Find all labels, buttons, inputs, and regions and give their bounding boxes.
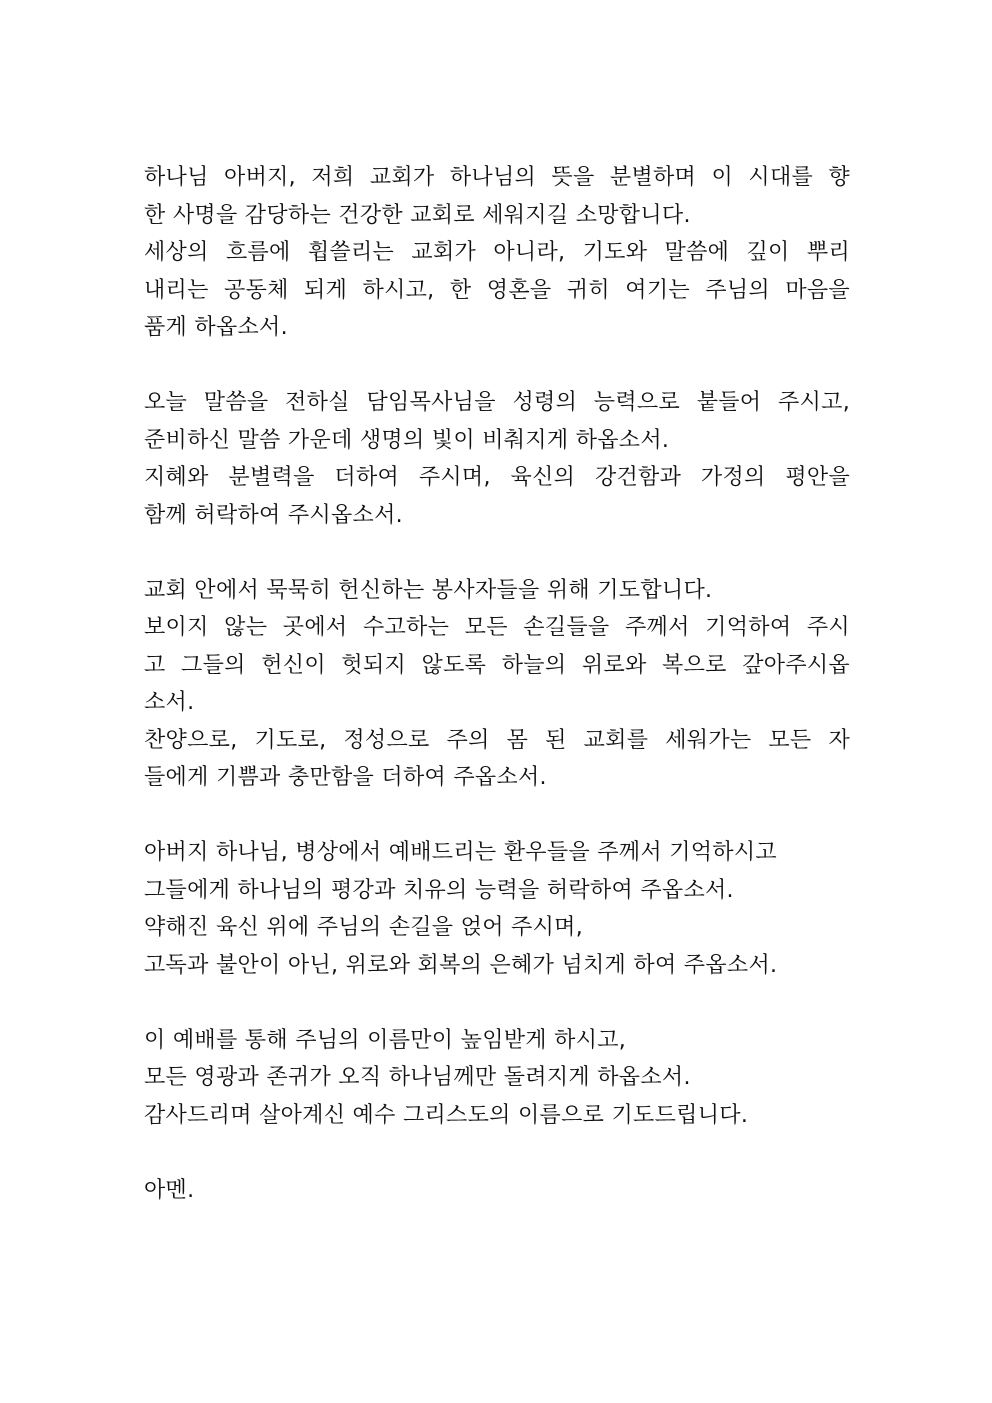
paragraph-1 [144,159,850,347]
closing-amen: 아멘. [144,1177,195,1203]
text-line: 고독과 불안이 아닌, 위로와 회복의 은혜가 넘치게 하여 주옵소서. [144,952,778,978]
text-line: 하나님 아버지, 저희 교회가 하나님의 뜻을 분별하며 이 시대를 향 [144,165,850,190]
text-line: 아버지 하나님, 병상에서 예배드리는 환우들을 주께서 기억하시고 [144,840,777,865]
text-line: 소서. [144,690,195,715]
text-line: 품게 하옵소서. [144,315,288,340]
paragraph-2 [144,384,850,534]
paragraph-spacer [144,1134,850,1172]
text-line: 지혜와 분별력을 더하여 주시며, 육신의 강건함과 가정의 평안을 [144,465,850,490]
paragraph-4 [144,834,850,984]
paragraph-spacer [144,347,850,385]
paragraph-3 [144,572,850,797]
text-line: 보이지 않는 곳에서 수고하는 모든 손길들을 주께서 기억하여 주시 [144,615,850,640]
prayer-text [144,159,850,1209]
text-line: 내리는 공동체 되게 하시고, 한 영혼을 귀히 여기는 주님의 마음을 [144,277,850,303]
text-line: 한 사명을 감당하는 건강한 교회로 세워지길 소망합니다. [144,202,691,228]
paragraph-5 [144,1022,850,1135]
closing-paragraph [144,1172,850,1210]
text-line: 고 그들의 헌신이 헛되지 않도록 하늘의 위로와 복으로 갚아주시옵 [144,652,850,678]
text-line: 모든 영광과 존귀가 오직 하나님께만 돌려지게 하옵소서. [144,1065,691,1090]
text-line: 오늘 말씀을 전하실 담임목사님을 성령의 능력으로 붙들어 주시고, [144,390,850,415]
text-line: 함께 허락하여 주시옵소서. [144,502,403,528]
text-line: 그들에게 하나님의 평강과 치유의 능력을 허락하여 주옵소서. [144,877,734,903]
text-line: 약해진 육신 위에 주님의 손길을 얹어 주시며, [144,915,583,940]
text-line: 감사드리며 살아계신 예수 그리스도의 이름으로 기도드립니다. [144,1102,749,1128]
text-line: 이 예배를 통해 주님의 이름만이 높임받게 하시고, [144,1027,627,1053]
paragraph-spacer [144,797,850,835]
text-line: 준비하신 말씀 가운데 생명의 빛이 비춰지게 하옵소서. [144,427,670,453]
text-line: 세상의 흐름에 휩쓸리는 교회가 아니라, 기도와 말씀에 깊이 뿌리 [144,240,850,265]
paragraph-spacer [144,534,850,572]
text-line: 교회 안에서 묵묵히 헌신하는 봉사자들을 위해 기도합니다. [144,577,713,603]
text-line: 들에게 기쁨과 충만함을 더하여 주옵소서. [144,765,547,790]
paragraph-spacer [144,984,850,1022]
text-line: 찬양으로, 기도로, 정성으로 주의 몸 된 교회를 세워가는 모든 자 [144,727,850,753]
